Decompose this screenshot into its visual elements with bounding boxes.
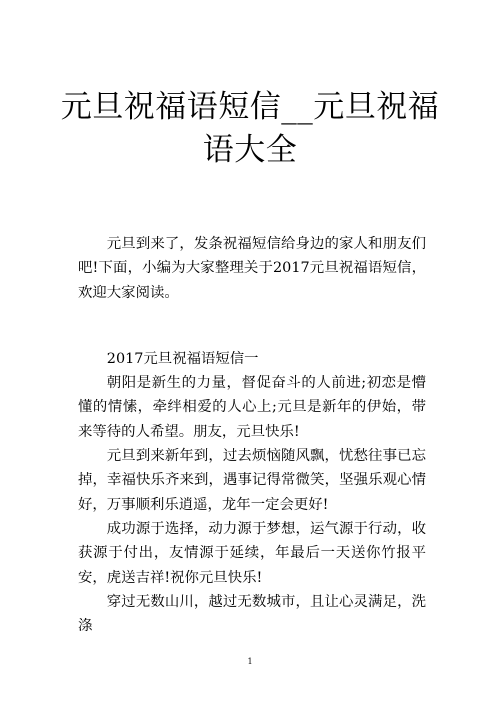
intro-paragraph: 元旦到来了，发条祝福短信给身边的家人和朋友们吧!下面，小编为大家整理关于2017元旦祝福语短信，欢迎大家阅读。 — [78, 236, 426, 301]
page-number: 1 — [247, 657, 253, 666]
document-body — [78, 232, 426, 638]
body-paragraph: 成功源于选择，动力源于梦想，运气源于行动，收获源于付出，友情源于延续，年最后一天送你竹报平安，虎送吉祥!祝你元旦快乐! — [78, 520, 426, 586]
body-paragraph: 穿过无数山川，越过无数城市，且让心灵满足，洗涤 — [78, 593, 426, 635]
body-paragraph: 朝阳是新生的力量，督促奋斗的人前进;初恋是懵懂的情愫，牵绊相爱的人心上;元旦是新年的伊始，带来等待的人希望。朋友，元旦快乐! — [78, 375, 426, 440]
body-paragraph: 元旦到来新年到，过去烦恼随风飘，忧愁往事已忘掉，幸福快乐齐来到，遇事记得常微笑，坚强乐观心情好，万事顺利乐逍遥，龙年一定会更好! — [78, 448, 426, 513]
section-heading: 2017元旦祝福语短信一 — [106, 350, 259, 367]
page-title: 元旦祝福语短信__元旦祝福语大全 — [60, 89, 440, 168]
paragraph-gap — [78, 305, 426, 347]
